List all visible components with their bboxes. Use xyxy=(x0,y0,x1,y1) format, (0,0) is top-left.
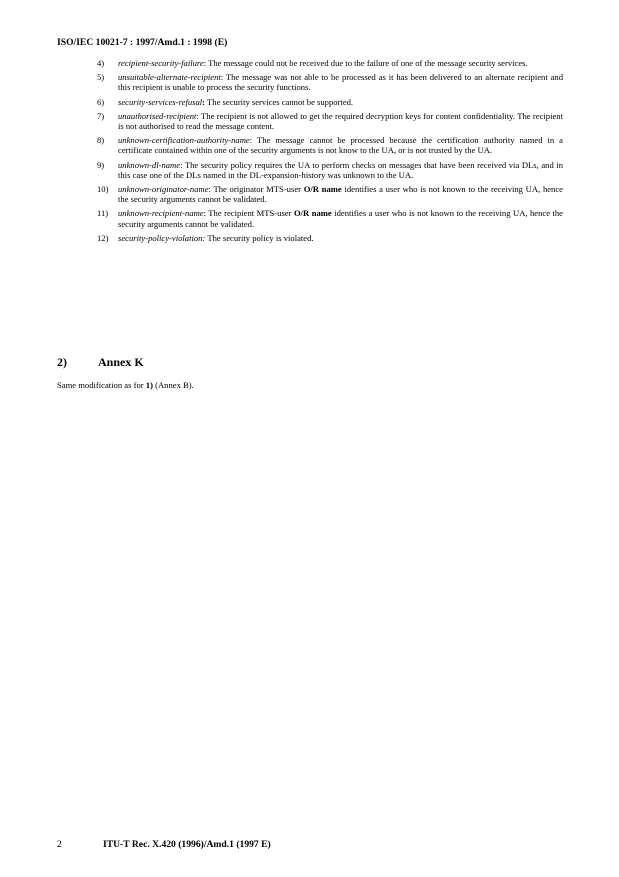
item-number: 9) xyxy=(97,159,105,170)
item-number: 12) xyxy=(97,232,109,243)
section-number: 2) xyxy=(57,355,67,369)
item-text: The recipient is not allowed to get the required decryption keys for content confidentiality. The recipient is not authorised to read the message content. xyxy=(118,110,563,132)
note-ref: 1) xyxy=(145,380,153,390)
item-separator: : xyxy=(249,135,253,146)
note-text: Same modification as for xyxy=(57,380,146,390)
item-text: The message cannot be processed because the certification authority named in a certificate contained within one of the security arguments is not know to the UA, or is not trusted by the UA. xyxy=(118,135,563,156)
list-item xyxy=(97,111,563,131)
section-heading xyxy=(57,355,144,370)
item-term: unknown-originator-name xyxy=(118,184,209,195)
item-separator: : xyxy=(203,58,207,68)
list-item xyxy=(97,160,563,180)
item-list xyxy=(97,58,563,247)
item-number: 8) xyxy=(97,135,105,146)
item-number: 11) xyxy=(97,208,109,219)
section-title: Annex K xyxy=(98,355,144,369)
section-note xyxy=(57,380,194,390)
item-text-tail: identifies a user who is not known to the receiving UA, hence the security arguments cannot be validated. xyxy=(118,184,563,205)
list-item xyxy=(97,58,563,68)
item-text: The originator MTS-user xyxy=(210,184,304,195)
list-item xyxy=(97,208,563,228)
item-term: recipient-security-failure xyxy=(118,58,204,68)
item-separator: : xyxy=(196,110,199,121)
page-number: 2 xyxy=(57,839,62,850)
item-number: 6) xyxy=(97,96,105,107)
item-separator: : xyxy=(208,184,211,195)
item-term: unknown-recipient-name xyxy=(118,208,204,219)
list-item xyxy=(97,184,563,204)
item-term: security-services-refusal xyxy=(118,96,203,107)
list-item xyxy=(97,233,563,243)
item-text: The recipient MTS-user xyxy=(205,208,294,219)
item-separator: : xyxy=(203,208,206,219)
item-text: The security policy requires the UA to perform checks on messages that have been received via DLs, and in this case one of the DLs named in the DL-expansion-history was unknown to the UA. xyxy=(118,159,563,180)
item-separator: : xyxy=(220,72,224,83)
item-term: unsuitable-alternate-recipient xyxy=(118,72,221,83)
item-text: The message was not able to be processed as it has been delivered to an alternate recipient and this recipient is unable to process the security functions. xyxy=(118,72,563,93)
item-text-tail: identifies a user who is not known to the receiving UA, hence the security arguments cannot be validated. xyxy=(118,208,563,229)
item-separator: : xyxy=(180,159,183,170)
page-footer xyxy=(57,839,271,850)
footer-rec: ITU-T Rec. X.420 (1996)/Amd.1 (1997 E) xyxy=(103,839,271,850)
item-number: 4) xyxy=(97,58,105,68)
list-item xyxy=(97,135,563,155)
document-header: ISO/IEC 10021-7 : 1997/Amd.1 : 1998 (E) xyxy=(57,37,228,48)
list-item xyxy=(97,97,563,107)
item-number: 7) xyxy=(97,110,105,121)
item-term: security-policy-violation: xyxy=(118,232,206,243)
item-bold-term: O/R name xyxy=(293,208,332,219)
item-text: The message could not be received due to the failure of one of the message security services. xyxy=(206,58,528,68)
item-separator: : xyxy=(202,96,206,107)
item-term: unauthorised-recipient xyxy=(118,110,197,121)
item-term: unknown-dl-name xyxy=(118,159,181,170)
item-number: 5) xyxy=(97,72,105,83)
list-item xyxy=(97,72,563,92)
item-number: 10) xyxy=(97,184,109,195)
item-text: The security services cannot be supported. xyxy=(205,96,354,107)
item-text: The security policy is violated. xyxy=(205,232,314,243)
item-bold-term: O/R name xyxy=(303,184,342,195)
item-term: unknown-certification-authority-name xyxy=(118,135,250,146)
note-text-tail: (Annex B). xyxy=(152,380,194,390)
